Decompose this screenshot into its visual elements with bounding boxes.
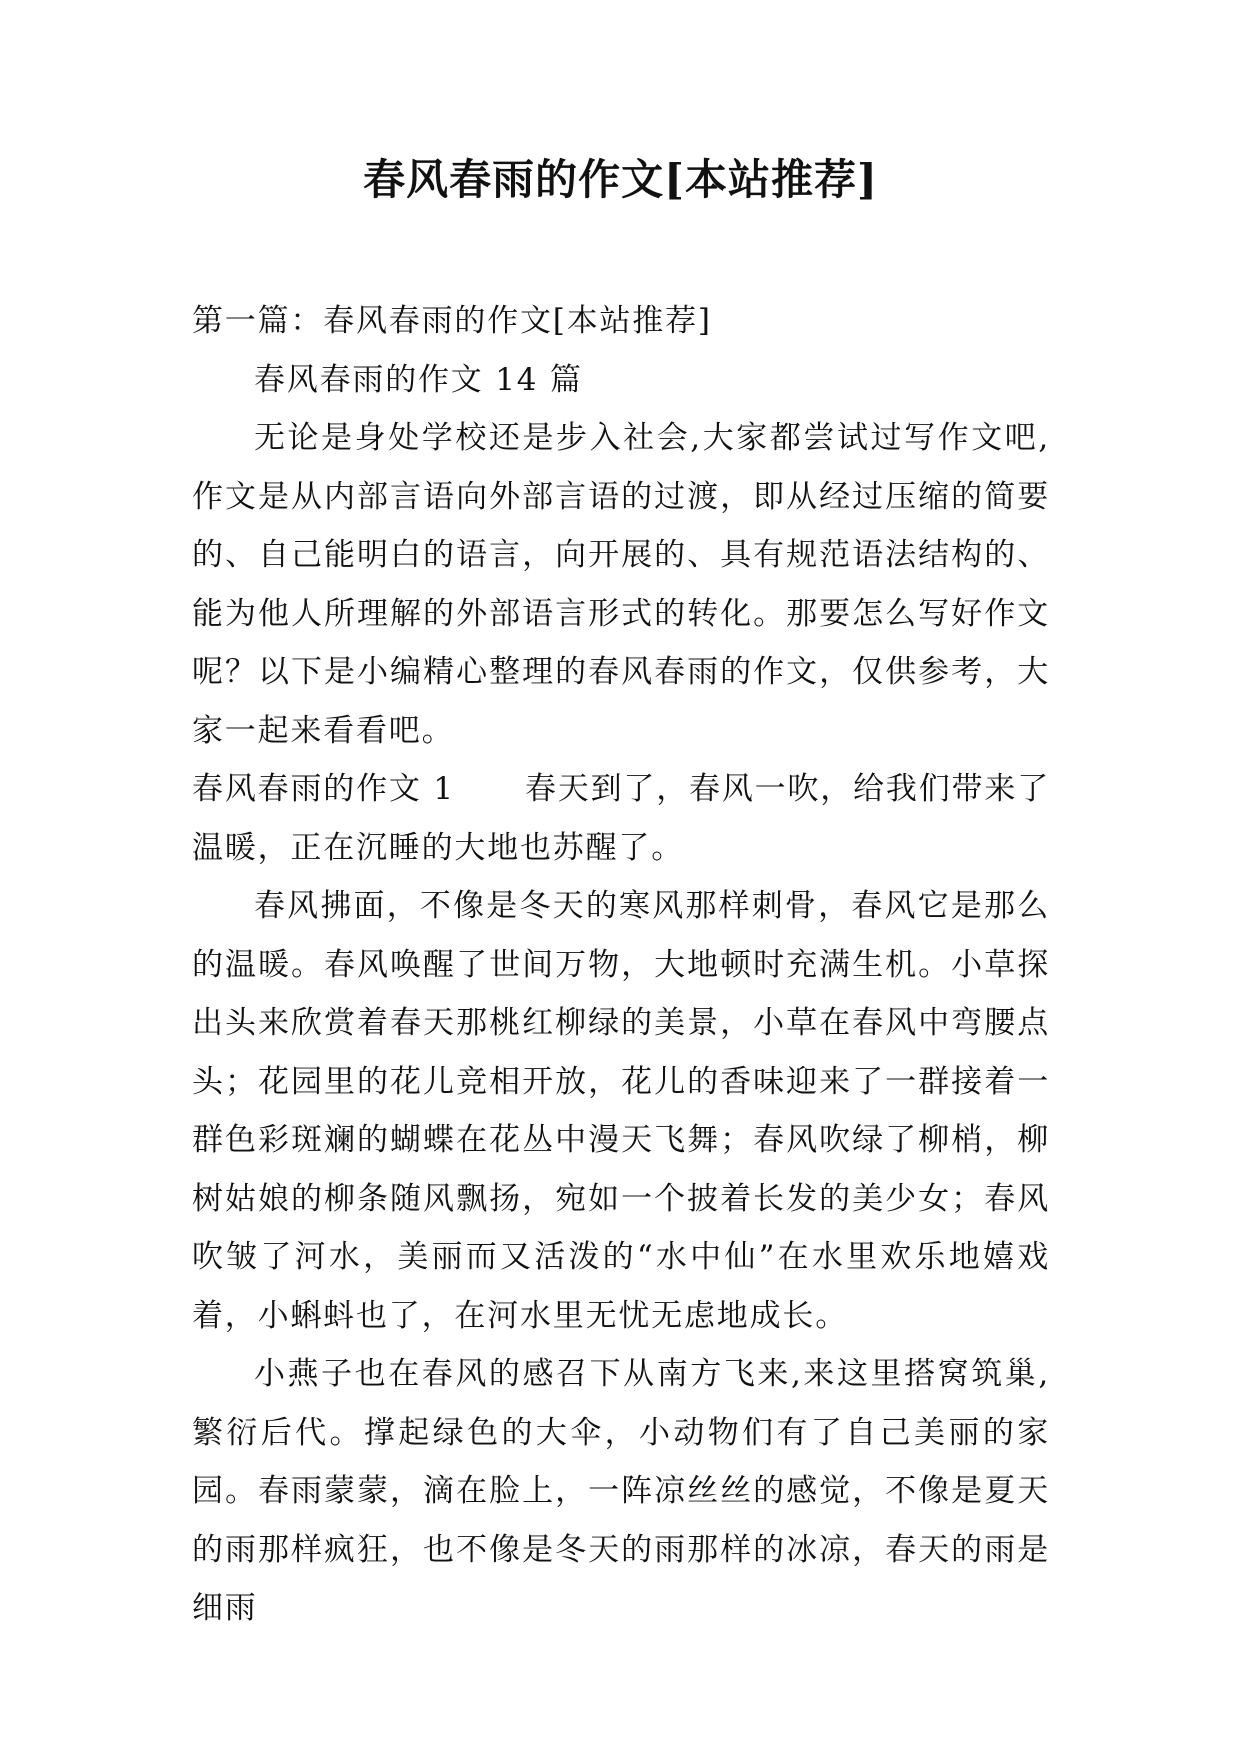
document-body <box>192 292 1050 1638</box>
swallow-paragraph: 小燕子也在春风的感召下从南方飞来,来这里搭窝筑巢,繁衍后代。撑起绿色的大伞，小动物们有了自己美丽的家园。春雨蒙蒙，滴在脸上，一阵凉丝丝的感觉，不像是夏天的雨那样疯狂，也不像是冬天的雨那样的冰凉，春天的雨是细雨 <box>192 1356 1050 1626</box>
section-subheading: 春风春雨的作文 14 篇 <box>254 361 583 398</box>
spring-wind-paragraph: 春风拂面，不像是冬天的寒风那样刺骨，春风它是那么的温暖。春风唤醒了世间万物，大地顿时充满生机。小草探出头来欣赏着春天那桃红柳绿的美景，小草在春风中弯腰点头；花园里的花儿竞相开放，花儿的香味迎来了一群接着一群色彩斑斓的蝴蝶在花丛中漫天飞舞；春风吹绿了柳梢，柳树姑娘的柳条随风飘扬，宛如一个披着长发的美少女；春风吹皱了河水，美丽而又活泼的“水中仙”在水里欢乐地嬉戏着，小蝌蚪也了，在河水里无忧无虑地成长。 <box>192 888 1050 1334</box>
essay-1-paragraph <box>192 760 1050 877</box>
intro-paragraph: 无论是身处学校还是步入社会,大家都尝试过写作文吧,作文是从内部言语向外部言语的过渡，即从经过压缩的简要的、自己能明白的语言，向开展的、具有规范语法结构的、能为他人所理解的外部语言形式的转化。那要怎么写好作文呢？以下是小编精心整理的春风春雨的作文，仅供参考，大家一起来看看吧。 <box>192 420 1050 749</box>
document-title: 春风春雨的作文[本站推荐] <box>363 155 878 204</box>
essay-1-label: 春风春雨的作文 1 <box>192 771 455 807</box>
section-heading: 第一篇：春风春雨的作文[本站推荐] <box>192 303 712 339</box>
essay-1-text: 春天到了，春风一吹，给我们带来了温暖，正在沉睡的大地也苏醒了。 <box>192 771 1050 866</box>
